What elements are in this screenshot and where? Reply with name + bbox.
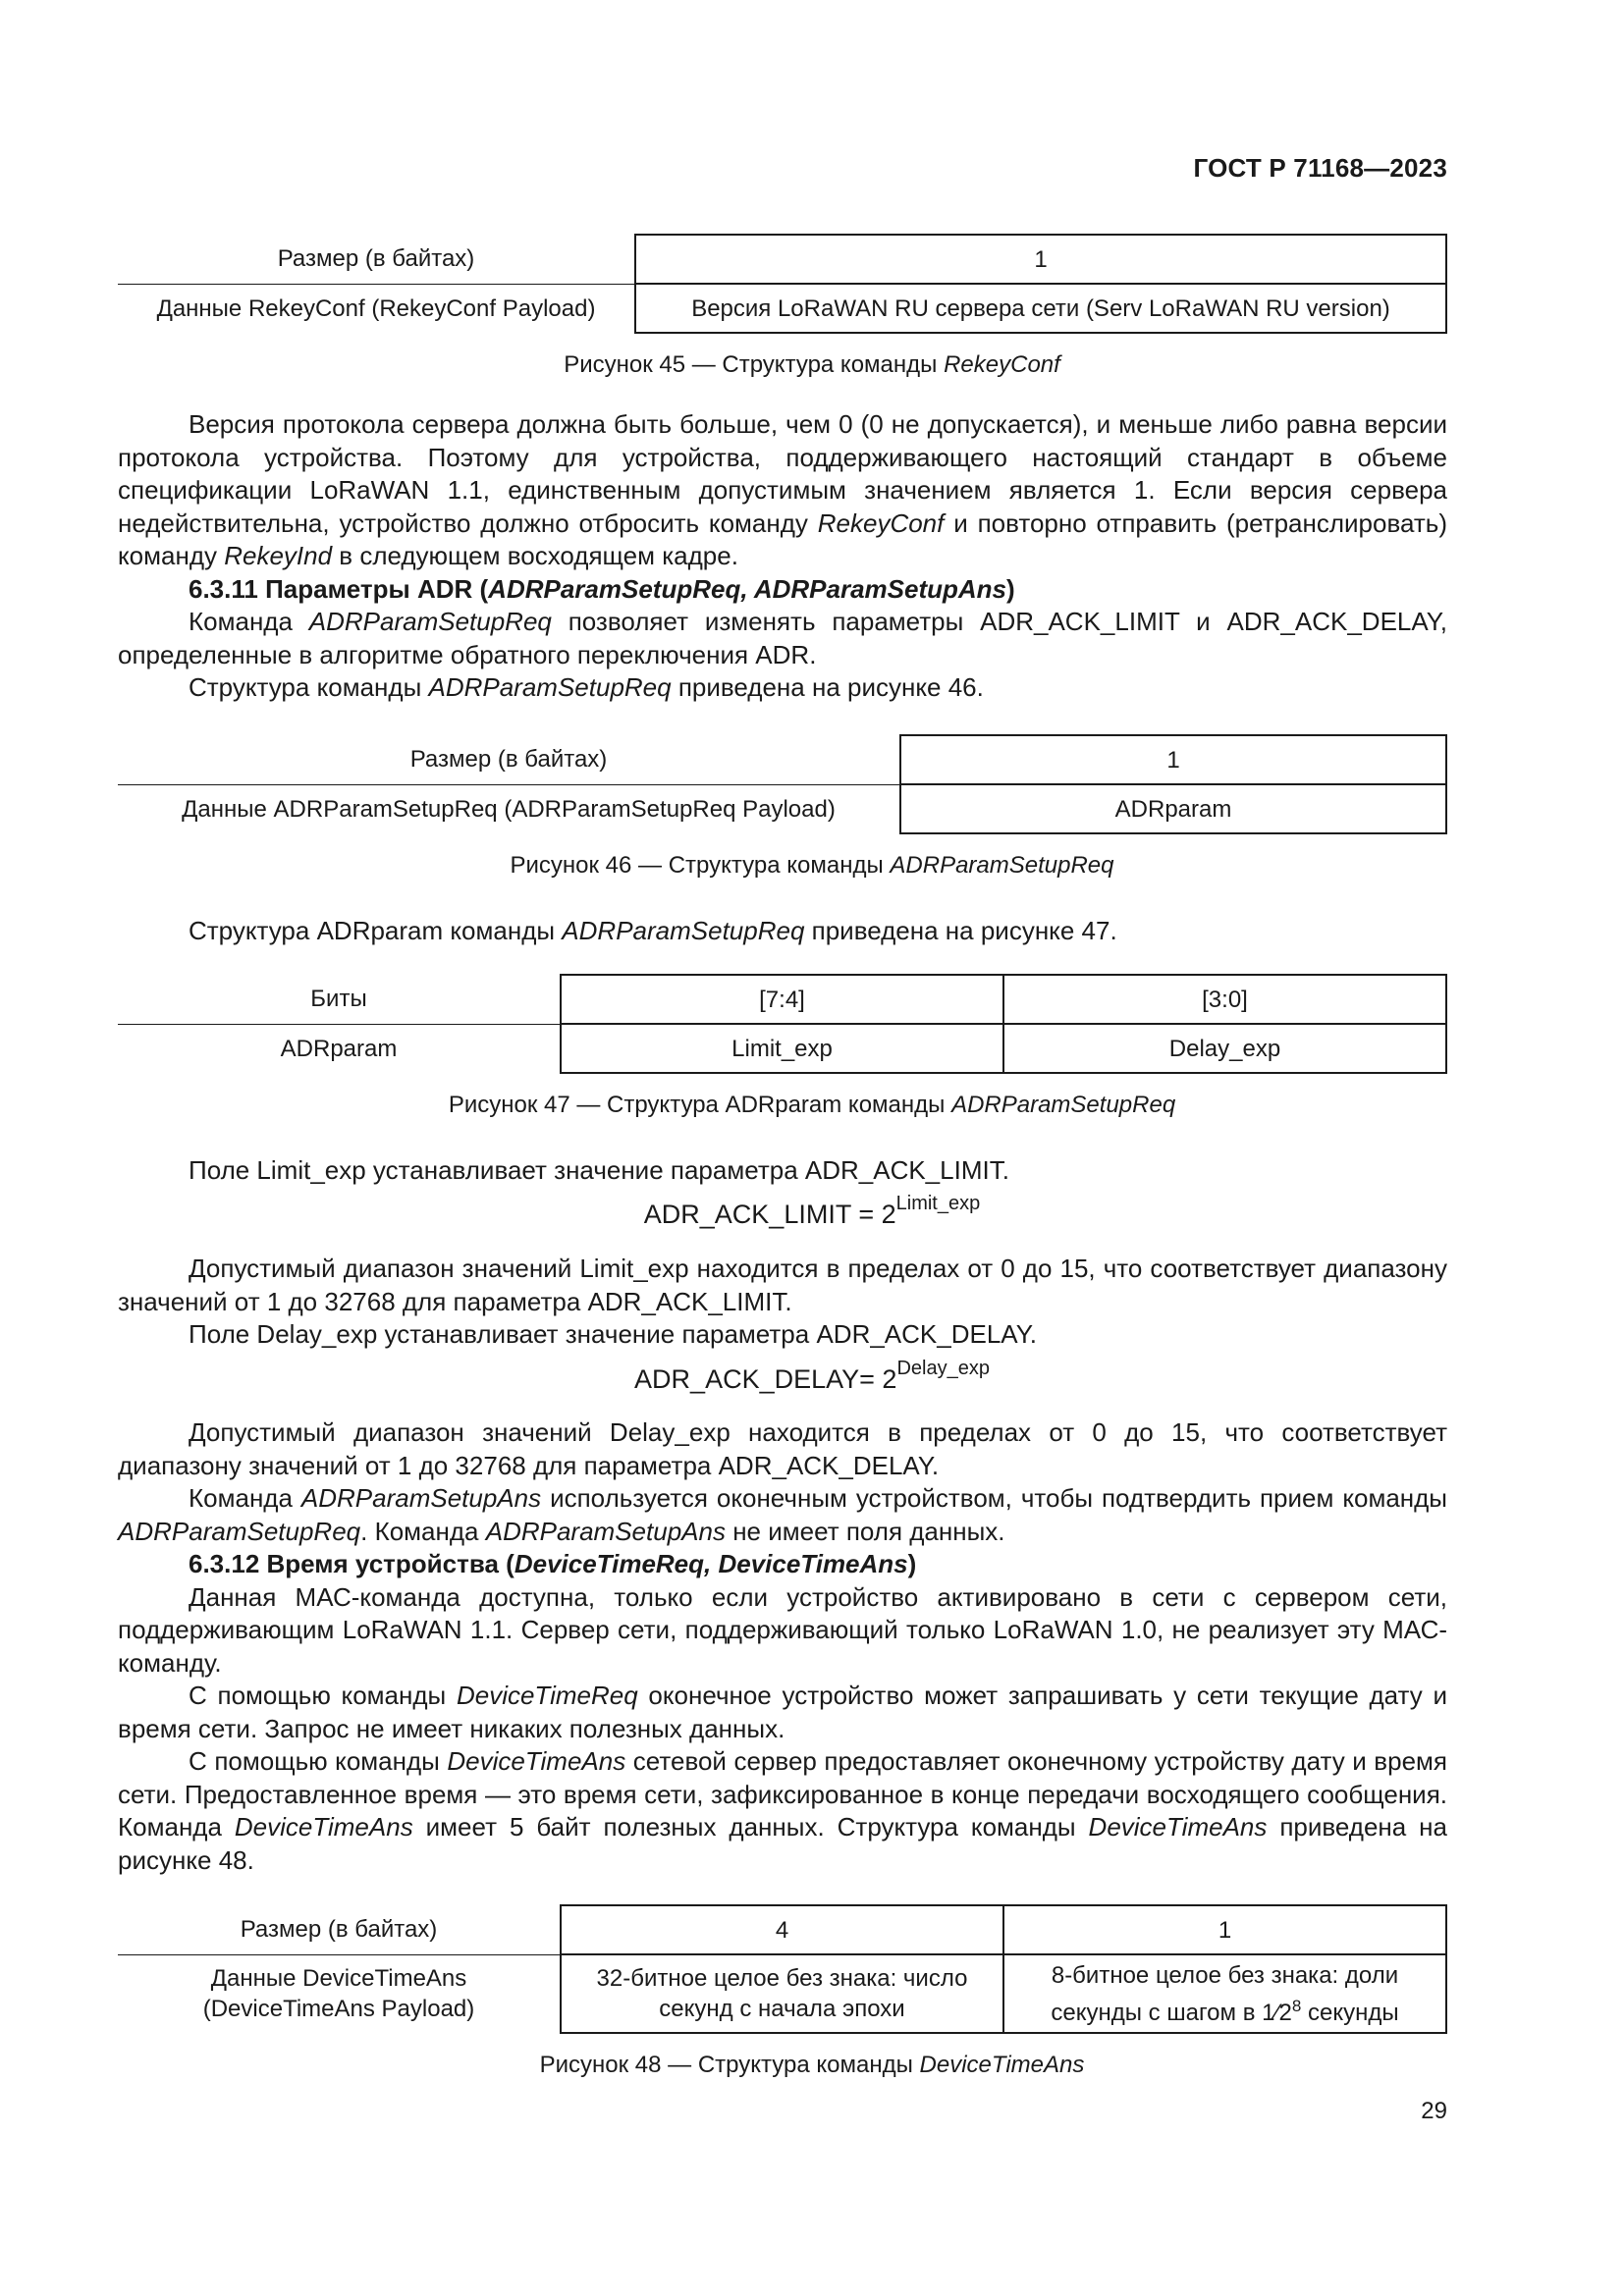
page-number: 29 (1421, 2098, 1447, 2124)
paragraph-delay-exp: Поле Delay_exp устанавливает значение параметра ADR_ACK_DELAY. (189, 1319, 1037, 1349)
text-block-5 (118, 1416, 1447, 1877)
fig47-row-label: ADRparam (118, 1024, 561, 1073)
figure-47-table (118, 974, 1447, 1074)
fig47-bits-hi: [7:4] (561, 975, 1003, 1024)
fig48-cell-fraction: 8-битное целое без знака: доли секунды с шагом в $1⁄2^8$ секунды (1003, 1954, 1446, 2033)
paragraph-devicetimereq: С помощью команды DeviceTimeReq оконечное устройство может запрашивать у сети текущие дату и время сети. Запрос не имеет никаких полезных данных. (118, 1681, 1448, 1743)
figure-45-table (118, 234, 1447, 334)
fig48-data-label: Данные DeviceTimeAns (DeviceTimeAns Payload) (118, 1954, 561, 2033)
fig47-field-limit: Limit_exp (561, 1024, 1003, 1073)
fig46-data-label: Данные ADRParamSetupReq (ADRParamSetupReq Payload) (118, 784, 900, 833)
standard-designation: ГОСТ Р 71168—2023 (1193, 153, 1447, 183)
paragraph-limit-range: Допустимый диапазон значений Limit_exp находится в пределах от 0 до 15, что соответствует диапазону значений от 1 до 32768 для параметра ADR_ACK_LIMIT. (118, 1254, 1447, 1316)
text-block-3 (118, 1154, 1447, 1188)
text-block-2 (118, 915, 1447, 948)
paragraph-delay-range: Допустимый диапазон значений Delay_exp находится в пределах от 0 до 15, что соответствует диапазону значений от 1 до 32768 для параметра ADR_ACK_DELAY. (118, 1417, 1447, 1480)
fig48-size-b: 1 (1003, 1905, 1446, 1954)
text-block-1 (118, 408, 1447, 705)
section-heading-6-3-11: 6.3.11 Параметры ADR (ADRParamSetupReq, ADRParamSetupAns) (189, 573, 1015, 604)
fig46-size-value: 1 (900, 735, 1446, 784)
figure-45-caption: Рисунок 45 — Структура команды RekeyConf (564, 351, 1060, 378)
paragraph-adrparam-ans: Команда ADRParamSetupAns используется оконечным устройством, чтобы подтвердить прием команды ADRParamSetupReq. Команда ADRParamSetupAns не имеет поля данных. (118, 1483, 1447, 1546)
figure-48-caption: Рисунок 48 — Структура команды DeviceTimeAns (539, 2052, 1085, 2078)
paragraph-limit-exp: Поле Limit_exp устанавливает значение параметра ADR_ACK_LIMIT. (189, 1155, 1009, 1185)
paragraph-mac-availability: Данная МАС-команда доступна, только если устройство активировано в сети с сервером сети, поддерживающим LoRaWAN 1.1. Сервер сети, поддерживающий только LoRaWAN 1.0, не реализует эту МАС-команду. (118, 1581, 1447, 1678)
fig48-size-a: 4 (561, 1905, 1003, 1954)
fig48-size-label: Размер (в байтах) (118, 1905, 561, 1954)
paragraph-structure-ref-46: Структура команды ADRParamSetupReq приведена на рисунке 46. (189, 672, 984, 702)
figure-47-caption: Рисунок 47 — Структура ADRparam команды ADRParamSetupReq (448, 1092, 1176, 1118)
section-heading-6-3-12: 6.3.12 Время устройства (DeviceTimeReq, DeviceTimeAns) (189, 1549, 917, 1578)
paragraph-server-version: Версия протокола сервера должна быть больше, чем 0 (0 не допускается), и меньше либо равна версии протокола устройства. Поэтому для устройства, поддерживающего настоящий стандарт в объеме спецификации LoRaWAN 1.1, единственным допустимым значением является 1. Если версия сервера недействительна, устройство должно отбросить команду RekeyConf и повторно отправить (ретранслировать) команду RekeyInd в следующем восходящем кадре. (118, 409, 1447, 570)
paragraph-adrparam-intro: Команда ADRParamSetupReq позволяет изменять параметры ADR_ACK_LIMIT и ADR_ACK_DELAY, определенные в алгоритме обратного переключения ADR. (118, 607, 1447, 669)
fig47-bits-lo: [3:0] (1003, 975, 1446, 1024)
figure-46-caption: Рисунок 46 — Структура команды ADRParamSetupReq (510, 852, 1114, 879)
fig46-data-value: ADRparam (900, 784, 1446, 833)
figure-46-table (118, 734, 1447, 834)
fig47-bits-label: Биты (118, 975, 561, 1024)
text-block-4 (118, 1253, 1447, 1352)
figure-48-table (118, 1904, 1447, 2034)
fig45-data-value: Версия LoRaWAN RU сервера сети (Serv LoRaWAN RU version) (635, 284, 1446, 333)
formula-adr-ack-delay: ADR_ACK_DELAY= $2^{Delay\_exp}$ (634, 1358, 990, 1394)
fig45-size-label: Размер (в байтах) (118, 235, 635, 284)
formula-adr-ack-limit: ADR_ACK_LIMIT = $2^{Limit\_exp}$ (643, 1193, 981, 1229)
fig45-size-value: 1 (635, 235, 1446, 284)
fig47-field-delay: Delay_exp (1003, 1024, 1446, 1073)
fig45-data-label: Данные RekeyConf (RekeyConf Payload) (118, 284, 635, 333)
fig48-cell-seconds: 32-битное целое без знака: число секунд с начала эпохи (561, 1954, 1003, 2033)
fig46-size-label: Размер (в байтах) (118, 735, 900, 784)
paragraph-devicetimeans: С помощью команды DeviceTimeAns сетевой сервер предоставляет оконечному устройству дату и время сети. Предоставленное время — это время сети, зафиксированное в конце передачи восходящего сообщения. Команда DeviceTimeAns имеет 5 байт полезных данных. Структура команды DeviceTimeAns приведена на рисунке 48. (118, 1746, 1448, 1875)
paragraph-structure-ref-47: Структура ADRparam команды ADRParamSetupReq приведена на рисунке 47. (189, 916, 1117, 945)
